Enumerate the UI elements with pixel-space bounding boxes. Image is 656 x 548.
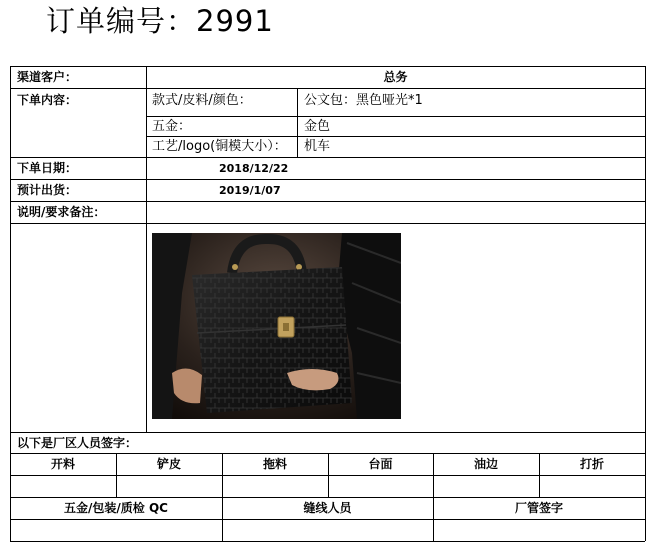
table-border: [146, 116, 645, 117]
sign-header-cutting: 开料: [50, 457, 75, 471]
order-date-value: 2018/12/22: [219, 162, 289, 175]
sign-header-edge-oil: 油边: [473, 457, 498, 471]
ship-date-value: 2019/1/07: [219, 184, 281, 197]
table-border: [146, 66, 147, 432]
style-label: 款式/皮料/颜色：: [152, 93, 252, 108]
table-border: [10, 88, 645, 89]
sign-header-table: 台面: [368, 457, 393, 471]
sign-header-folding: 打折: [579, 457, 604, 471]
table-border: [10, 541, 645, 542]
briefcase-image: [152, 233, 401, 419]
hardware-value: 金色: [304, 119, 331, 134]
table-border: [297, 88, 298, 157]
table-border: [10, 66, 645, 67]
sign-header-skiving: 铲皮: [156, 457, 181, 471]
table-border: [10, 157, 645, 158]
style-value: 公文包：黑色哑光*1: [304, 93, 423, 108]
hardware-label: 五金：: [152, 119, 192, 134]
sign-header-manager: 厂管签字: [514, 501, 563, 515]
order-number-title: 订单编号：2991: [46, 4, 274, 38]
table-border: [10, 223, 645, 224]
product-photo: [152, 233, 401, 419]
channel-value: 总务: [383, 70, 408, 84]
craft-value: 机车: [304, 139, 331, 154]
table-border: [10, 432, 645, 433]
order-date-label: 下单日期：: [17, 161, 78, 175]
table-border: [10, 497, 645, 498]
sign-header-stitching: 缝线人员: [303, 501, 352, 515]
sign-header-qc: 五金/包装/质检 QC: [64, 501, 168, 515]
sign-header-dragging: 拖料: [262, 457, 287, 471]
channel-label: 渠道客户：: [17, 70, 78, 84]
table-border: [10, 519, 645, 520]
ship-date-label: 预计出货：: [17, 183, 78, 197]
factory-sign-label: 以下是厂区人员签字：: [17, 436, 138, 450]
notes-label: 说明/要求备注：: [17, 205, 106, 219]
craft-label: 工艺/logo(铜模大小）：: [152, 139, 287, 154]
table-border: [10, 179, 645, 180]
table-border: [645, 66, 646, 541]
order-content-label: 下单内容：: [17, 93, 78, 107]
table-border: [10, 201, 645, 202]
table-border: [146, 136, 645, 137]
